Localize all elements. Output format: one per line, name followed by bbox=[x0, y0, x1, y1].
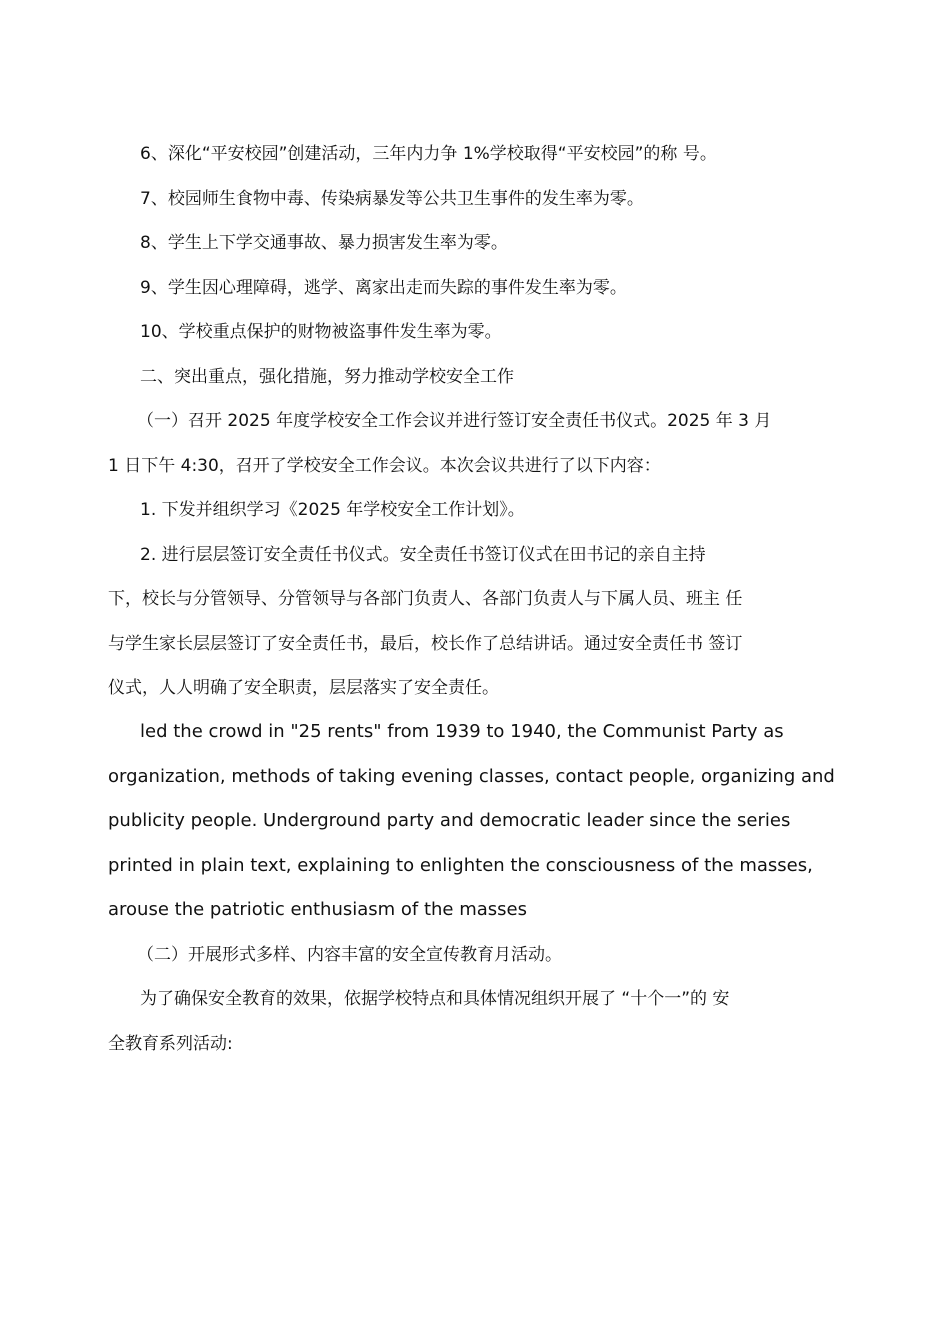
list-item: 1. 下发并组织学习《2025 年学校安全工作计划》。 bbox=[140, 500, 525, 520]
english-text-line: arouse the patriotic enthusiasm of the masses bbox=[108, 899, 528, 920]
text-line: 8、学生上下学交通事故、暴力损害发生率为零。 bbox=[140, 233, 508, 253]
subsection-heading: （一）召开 2025 年度学校安全工作会议并进行签订安全责任书仪式。2025 年 3 月 bbox=[137, 411, 772, 431]
list-item: 2. 进行层层签订安全责任书仪式。安全责任书签订仪式在田书记的亲自主持 bbox=[140, 545, 706, 565]
section-heading: 二、突出重点，强化措施，努力推动学校安全工作 bbox=[140, 367, 514, 387]
english-text-line: led the crowd in "25 rents" from 1939 to 1940, the Communist Party as bbox=[140, 721, 784, 742]
text-line: 9、学生因心理障碍，逃学、离家出走而失踪的事件发生率为零。 bbox=[140, 278, 627, 298]
text-line: 1 日下午 4:30，召开了学校安全工作会议。本次会议共进行了以下内容： bbox=[108, 456, 661, 476]
text-line: 与学生家长层层签订了安全责任书，最后，校长作了总结讲话。通过安全责任书 签订 bbox=[108, 634, 743, 654]
subsection-heading: （二）开展形式多样、内容丰富的安全宣传教育月活动。 bbox=[137, 945, 562, 965]
text-line: 6、深化“平安校园”创建活动，三年内力争 1%学校取得“平安校园”的称 号。 bbox=[140, 144, 717, 164]
english-text-line: publicity people. Underground party and democratic leader since the series bbox=[108, 810, 791, 831]
english-text-line: printed in plain text, explaining to enlighten the consciousness of the masses, bbox=[108, 855, 813, 876]
text-line: 下，校长与分管领导、分管领导与各部门负责人、各部门负责人与下属人员、班主 任 bbox=[108, 589, 743, 609]
text-line: 10、学校重点保护的财物被盗事件发生率为零。 bbox=[140, 322, 502, 342]
text-line: 为了确保安全教育的效果，依据学校特点和具体情况组织开展了 “十个一”的 安 bbox=[140, 989, 730, 1009]
text-line: 仪式，人人明确了安全职责，层层落实了安全责任。 bbox=[108, 678, 499, 698]
english-text-line: organization, methods of taking evening classes, contact people, organizing and bbox=[108, 766, 835, 787]
text-line: 7、校园师生食物中毒、传染病暴发等公共卫生事件的发生率为零。 bbox=[140, 189, 644, 209]
text-line: 全教育系列活动: bbox=[108, 1034, 233, 1054]
